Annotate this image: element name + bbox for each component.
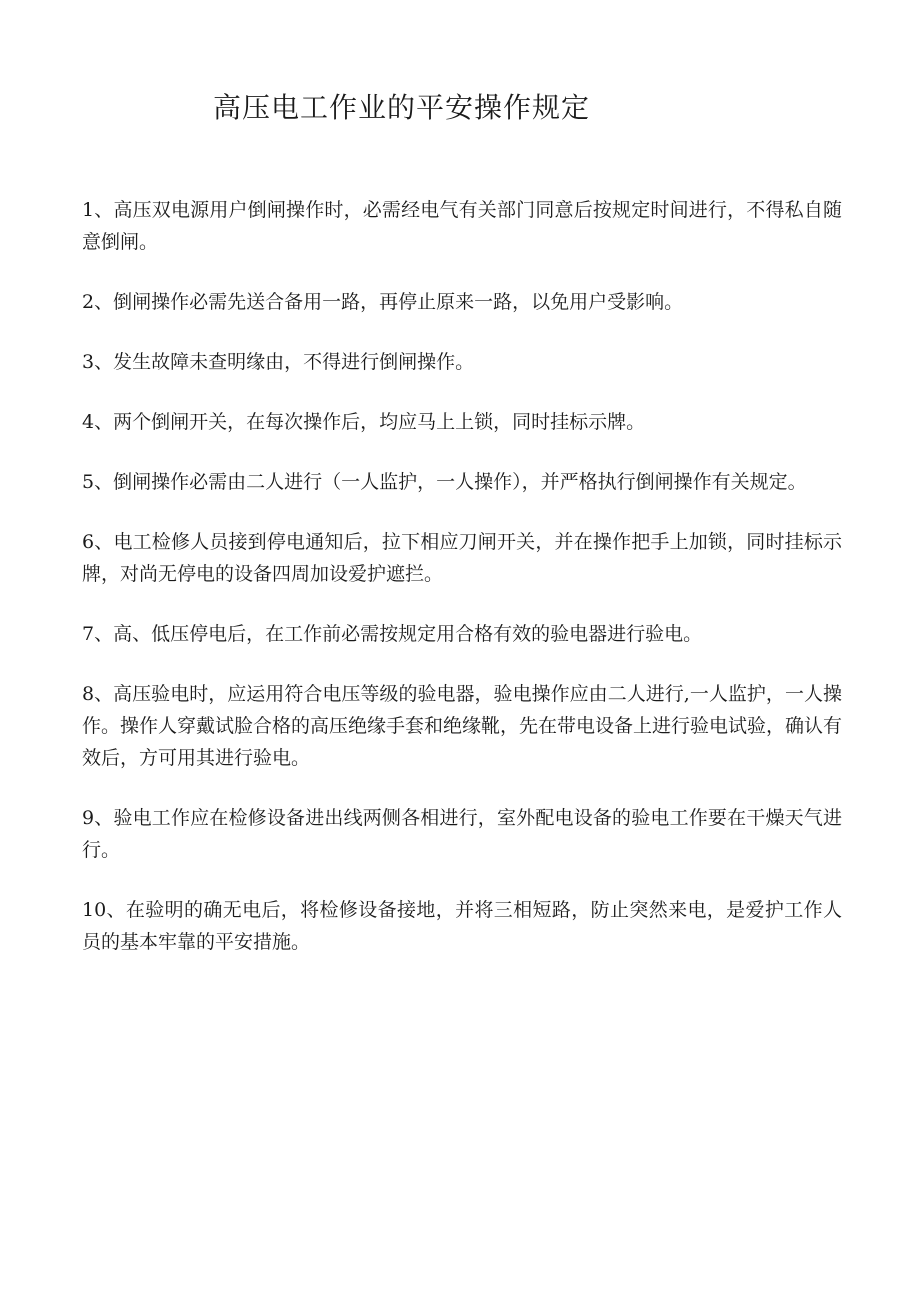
rule-item-6: 6、电工检修人员接到停电通知后，拉下相应刀闸开关，并在操作把手上加锁，同时挂标示牌，对尚无停电的设备四周加设爱护遮拦。 [82,531,842,585]
rule-item-4: 4、两个倒闸开关，在每次操作后，均应马上上锁，同时挂标示牌。 [82,411,646,433]
rule-item-1: 1、高压双电源用户倒闸操作时，必需经电气有关部门同意后按规定时间进行，不得私自随意倒闸。 [82,199,842,253]
rule-item-9: 9、验电工作应在检修设备进出线两侧各相进行，室外配电设备的验电工作要在干燥天气进行。 [82,807,842,861]
rule-item-5: 5、倒闸操作必需由二人进行（一人监护，一人操作），并严格执行倒闸操作有关规定。 [82,471,807,493]
document-title: 高压电工作业的平安操作规定 [213,91,591,124]
rules-list [82,194,842,986]
rule-item-10: 10、在验明的确无电后，将检修设备接地，并将三相短路，防止突然来电，是爱护工作人员的基本牢靠的平安措施。 [82,899,842,953]
rule-item-7: 7、高、低压停电后，在工作前必需按规定用合格有效的验电器进行验电。 [82,623,703,645]
rule-item-2: 2、倒闸操作必需先送合备用一路，再停止原来一路，以免用户受影响。 [82,291,684,313]
rule-item-3: 3、发生故障未查明缘由，不得进行倒闸操作。 [82,351,475,373]
rule-item-8: 8、高压验电时，应运用符合电压等级的验电器，验电操作应由二人进行,一人监护，一人操作。操作人穿戴试脸合格的高压绝缘手套和绝缘靴，先在带电设备上进行验电试验，确认有效后，方可用其进行验电。 [82,683,843,769]
